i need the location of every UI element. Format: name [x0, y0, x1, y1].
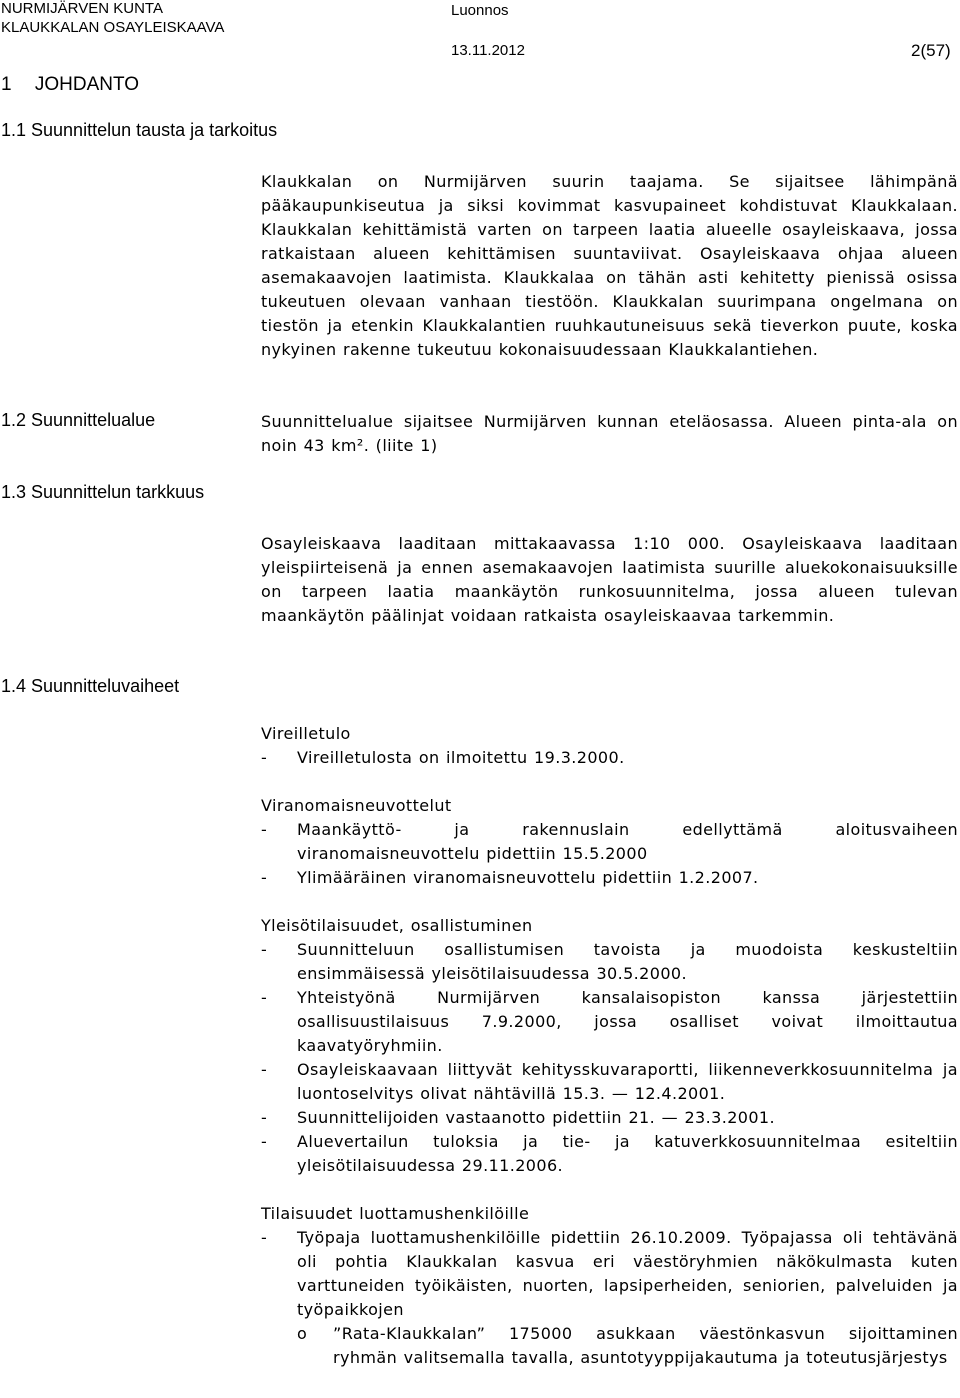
subheading-vireilletulo: Vireilletulo	[261, 724, 351, 743]
paragraph: Klaukkalan on Nurmijärven suurin taajama. Se sijaitsee lähimpänä pääkaupunkiseutua ja siksi kovimmat kasvupaineet kohdistuvat Klaukkalaan. Klaukkalan kehittämistä varten on tarpeen laatia alueelle osayleiskaava, jossa ratkaistaan alueen kehittämisen suuntaviivat. Osayleiskaava ohjaa alueen asemakaavojen laatimista. Klaukkalaa on tähän asti kehitetty pienissä osissa tukeutuen olevaan vanhaan tiestöön. Klaukkalan suurimpana ongelmana on tiestön ja etenkin Klaukkalantien ruuhkautuneisuus sekä tieverkon puute, koska nykyinen rakenne tukeutuu kokonaisuudessaan Klaukkalantiehen.	[261, 172, 958, 359]
list-item	[261, 1226, 958, 1322]
section-heading-1-2: 1.2 Suunnittelualue	[1, 410, 156, 430]
subheading-yleisotilaisuudet: Yleisötilaisuudet, osallistuminen	[261, 916, 533, 935]
list-item-text: Työpaja luottamushenkilöille pidettiin 26.10.2009. Työpajassa oli tehtävänä oli pohtia Klaukkalan kasvua eri väestöryhmien näkökulmasta kuten varttuneiden työikäisten, nuorten, lapsiperheiden, seniorien, palveluiden ja työpaikkojen	[297, 1228, 958, 1319]
list-item: - Suunnittelijoiden vastaanotto pidettiin 21. — 23.3.2001.	[261, 1106, 958, 1130]
paragraph: Osayleiskaava laaditaan mittakaavassa 1:10 000. Osayleiskaava laaditaan yleispiirteisenä ja ennen asemakaavojen laatimista suurille aluekokonaisuuksille on tarpeen laatia maankäytön runkosuunnitelma, jossa alueen tulevan maankäytön päälinjat voidaan ratkaista osayleiskaavaa tarkemmin.	[261, 534, 958, 625]
list-viranomaisneuvottelut	[261, 818, 958, 890]
chapter-number: 1	[1, 74, 12, 95]
section-heading-1-1: 1.1 Suunnittelun tausta ja tarkoitus	[1, 120, 278, 140]
list-item: - Vireilletulosta on ilmoitettu 19.3.2000.	[261, 746, 958, 770]
section-text-1-4	[261, 722, 958, 1370]
list-vireilletulo	[261, 746, 958, 770]
header-org: NURMIJÄRVEN KUNTA	[1, 0, 163, 17]
section-heading-1-3: 1.3 Suunnittelun tarkkuus	[1, 482, 205, 502]
header-status: Luonnos	[451, 2, 509, 19]
header-date: 13.11.2012	[451, 42, 525, 59]
list-item: - Osayleiskaavaan liittyvät kehitysskuvaraportti, liikenneverkkosuunnitelma ja luontoselvitys olivat nähtävillä 15.3. — 12.4.2001.	[261, 1058, 958, 1106]
paragraph: Suunnittelualue sijaitsee Nurmijärven kunnan eteläosassa. Alueen pinta-ala on noin 43 km². (liite 1)	[261, 412, 958, 455]
list-item: - Aluevertailun tuloksia ja tie- ja katuverkkosuunnitelmaa esiteltiin yleisötilaisuudessa 29.11.2006.	[261, 1130, 958, 1178]
chapter-heading	[1, 74, 139, 96]
list-item: - Yhteistyönä Nurmijärven kansalaisopiston kanssa järjestettiin osallisuustilaisuus 7.9.2000, jossa osalliset voivat ilmoittautua kaavatyöryhmiin.	[261, 986, 958, 1058]
header-plan-name: KLAUKKALAN OSAYLEISKAAVA	[1, 19, 225, 36]
header-page-number: 2(57)	[911, 41, 951, 60]
sublist-tilaisuudet	[261, 1322, 958, 1370]
list-item: - Maankäyttö- ja rakennuslain edellyttämä aloitusvaiheen viranomaisneuvottelu pidettiin 15.5.2000	[261, 818, 958, 866]
sublist-item: o ”Rata-Klaukkalan” 175000 asukkaan väestönkasvun sijoittaminen ryhmän valitsemalla tavalla, asuntotyyppijakautuma ja toteutusjärjestys	[261, 1322, 958, 1370]
list-tilaisuudet	[261, 1226, 958, 1322]
subheading-viranomaisneuvottelut: Viranomaisneuvottelut	[261, 796, 452, 815]
section-text-1-2	[261, 410, 958, 458]
list-item: - Ylimääräinen viranomaisneuvottelu pidettiin 1.2.2007.	[261, 866, 958, 890]
section-text-1-3	[261, 532, 958, 628]
list-item: - Suunnitteluun osallistumisen tavoista ja muodoista keskusteltiin ensimmäisessä yleisötilaisuudessa 30.5.2000.	[261, 938, 958, 986]
list-yleisotilaisuudet	[261, 938, 958, 1178]
chapter-title: JOHDANTO	[34, 74, 140, 95]
section-heading-1-4: 1.4 Suunnitteluvaiheet	[1, 676, 180, 696]
section-text-1-1	[261, 170, 958, 362]
subheading-tilaisuudet-luottamushenkiloille: Tilaisuudet luottamushenkilöille	[261, 1204, 530, 1223]
